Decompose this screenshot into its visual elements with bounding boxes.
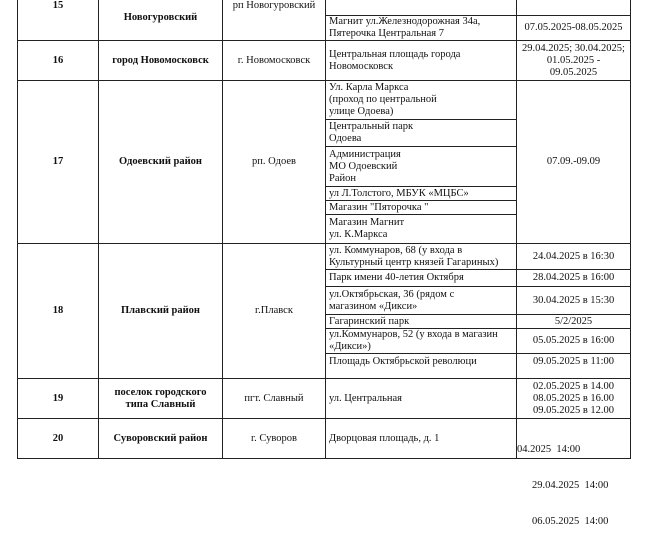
district-name: поселок городского типа Славный: [114, 386, 207, 410]
address: ул. Центральная: [329, 392, 402, 404]
address: Дворцовая площадь, д. 1: [329, 432, 440, 444]
district-name: Плавский район: [121, 305, 200, 316]
address: ул.Октябрьская, 36 (рядом с магазином «Дикси»: [329, 288, 455, 312]
city-name: рп. Одоев: [252, 156, 296, 167]
address: Магазин Магнит ул. К.Маркса: [329, 217, 405, 240]
address: Центральная площадь города Новомосковск: [329, 48, 461, 72]
row-number: 17: [52, 156, 64, 167]
address: Парк имени 40-летия Октября: [329, 272, 464, 283]
date: 28.04.2025 в 16:00: [532, 272, 615, 283]
district-name: Новогуровский: [123, 12, 198, 23]
date: [517, 420, 630, 527]
city-name: г.Плавск: [255, 305, 293, 316]
row-number: 16: [52, 54, 64, 66]
address: Администрация МО Одоевский Район: [329, 148, 401, 184]
row-number: 18: [52, 305, 64, 316]
row-number: 20: [52, 432, 64, 444]
date: 30.04.2025 в 15:30: [532, 294, 615, 306]
address: Ул. Карла Маркса (проход по центральной улице Одоева): [329, 82, 437, 117]
date: 07.09.-09.09: [546, 156, 601, 167]
district-name: город Новомосковск: [112, 54, 209, 66]
date: 5/2/2025: [554, 315, 593, 327]
date-line: 06.05.2025 14:00: [532, 516, 609, 527]
district-name: Суворовский район: [113, 432, 208, 444]
date-line: 04.2025 14:00: [517, 444, 581, 455]
date: 29.04.2025; 30.04.2025; 01.05.2025 - 09.05.2025: [522, 42, 625, 78]
city-name: пгт. Славный: [244, 392, 304, 404]
date: 09.05.2025 в 11:00: [533, 356, 614, 367]
city-name: рп Новогуровский: [232, 0, 316, 11]
address: ул Л.Толстого, МБУК «МЦБС»: [329, 187, 469, 199]
table-border: [630, 0, 631, 459]
district-name: Одоевский район: [119, 156, 202, 167]
date: 05.05.2025 в 16:00: [532, 335, 615, 346]
date: 07.05.2025-08.05.2025: [524, 22, 623, 33]
address: Центральный парк Одоева: [329, 121, 414, 144]
row-number: 19: [52, 392, 64, 404]
date: 02.05.2025 в 14.00 08.05.2025 в 16.00 09.05.2025 в 12.00: [532, 380, 615, 416]
date-line: 29.04.2025 14:00: [532, 480, 609, 491]
row-number: 15: [52, 0, 64, 11]
city-name: г. Новомосковск: [237, 54, 311, 66]
address: Гагаринский парк: [329, 315, 410, 327]
address: ул.Коммунаров, 52 (у входа в магазин «Дикси»): [329, 329, 498, 352]
address: Магазин "Пяторочка ": [329, 201, 429, 213]
address: Магнит ул.Железнодорожная 34а, Пятерочка Центральная 7: [329, 16, 481, 39]
address: ул. Коммунаров, 68 (у входа в Культурный центр князей Гагариных): [329, 244, 499, 268]
address: Площадь Октябрьской революци: [329, 356, 477, 367]
city-name: г. Суворов: [251, 432, 297, 444]
date: 24.04.2025 в 16:30: [532, 250, 615, 262]
